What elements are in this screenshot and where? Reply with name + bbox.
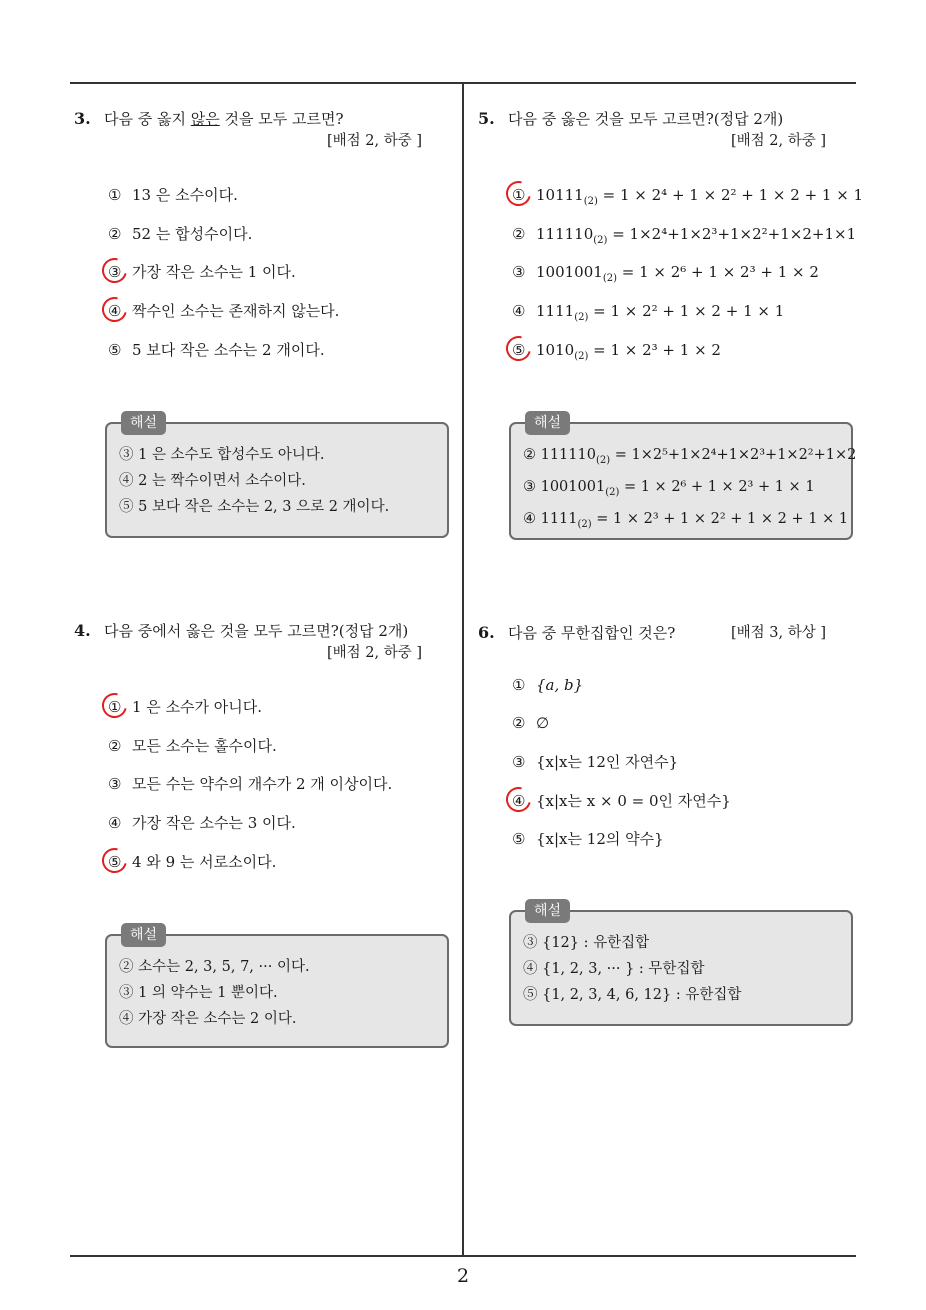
choice-number: ③ (512, 263, 526, 281)
choice-number: ① (512, 184, 536, 206)
choice-1[interactable]: ① {a, b} (512, 676, 584, 694)
solution-line: ③ 1 의 약수는 1 뿐이다. (119, 985, 278, 1001)
solution-line: ④ {1, 2, 3, ··· } : 무한집합 (523, 961, 705, 977)
question-text: 다음 중 옳은 것을 모두 고르면?(정답 2개) (508, 110, 784, 128)
underlined-word: 않은 (190, 110, 220, 128)
question-3 (74, 108, 422, 515)
choice-number: ③ (512, 753, 526, 771)
answer-circle-icon (97, 688, 131, 722)
question-text: 다음 중 무한집합인 것은? (508, 624, 676, 642)
choice-5[interactable]: ⑤ {x|x는 12의 약수} (512, 830, 664, 848)
question-text: 다음 중에서 옳은 것을 모두 고르면?(정답 2개) (104, 622, 409, 640)
choice-2[interactable]: ② ∅ (512, 714, 550, 732)
answer-circle-icon (97, 253, 131, 287)
choice-number: ④ (512, 790, 536, 812)
score-label: [배점 3, 하상 ] (730, 625, 826, 641)
question-number: 6. (478, 623, 495, 642)
question-number: 3. (74, 109, 91, 128)
choice-3[interactable]: ③ 모든 수는 약수의 개수가 2 개 이상이다. (108, 775, 393, 793)
solution-line: ④ 가장 작은 소수는 2 이다. (119, 1011, 297, 1027)
choice-number: ③ (108, 261, 132, 283)
answer-circle-icon (501, 782, 535, 816)
choice-number: ① (108, 186, 122, 204)
choice-2[interactable]: ② $111110_{(2)} = 1\times 2^4+1\times 2^3+1\times 2^2+1\times 2+1\times 1$ (512, 225, 857, 246)
solution-tag: 해설 (525, 411, 570, 435)
choice-number: ④ (512, 302, 526, 320)
solution-box (105, 927, 449, 1048)
choice-number: ② (108, 225, 122, 243)
score-label: [배점 2, 하중 ] (326, 645, 422, 661)
score-label: [배점 2, 하중 ] (730, 133, 826, 149)
choice-4[interactable]: ④ {x|x는 x × 0 = 0인 자연수} (512, 790, 731, 812)
answer-circle-icon (97, 292, 131, 326)
choice-number: ④ (108, 300, 132, 322)
choice-1[interactable]: ① 13 은 소수이다. (108, 186, 238, 204)
choice-5[interactable]: ⑤ $1010_{(2)} = 1 \times 2^3 + 1 \times 2$ (512, 339, 721, 368)
solution-tag: 해설 (525, 899, 570, 923)
choice-3[interactable]: ③ 가장 작은 소수는 1 이다. (108, 261, 296, 283)
solution-tag: 해설 (121, 411, 166, 435)
solution-line: ④ $1111_{(2)} = 1 \times 2^3 + 1 \times 2^2 + 1 \times 2 + 1 \times 1$ (523, 510, 849, 530)
choice-number: ② (108, 737, 122, 755)
answer-circle-icon (97, 843, 131, 877)
column-divider (462, 82, 464, 1257)
question-4 (74, 620, 422, 1027)
solution-box (509, 415, 857, 540)
choice-number: ② (512, 714, 526, 732)
choice-3[interactable]: ③ $1001001_{(2)} = 1 \times 2^6 + 1 \times 2^3 + 1 \times 2$ (512, 263, 819, 284)
choice-3[interactable]: ③ {x|x는 12인 자연수} (512, 753, 679, 771)
choice-4[interactable]: ④ 짝수인 소수는 존재하지 않는다. (108, 300, 339, 322)
page-number: 2 (456, 1265, 470, 1287)
choice-number: ④ (108, 814, 122, 832)
answer-circle-icon (501, 176, 535, 210)
score-label: [배점 2, 하중 ] (326, 133, 422, 149)
solution-box (509, 903, 853, 1026)
choice-2[interactable]: ② 52 는 합성수이다. (108, 225, 253, 243)
choice-number: ⑤ (108, 341, 122, 359)
choice-number: ① (512, 676, 526, 694)
solution-line: ③ {12} : 유한집합 (523, 935, 650, 951)
choice-1[interactable]: ① 1 은 소수가 아니다. (108, 696, 262, 718)
solution-line: ② 소수는 2, 3, 5, 7, ··· 이다. (119, 959, 310, 975)
question-text: 다음 중 옳지 않은 것을 모두 고르면? (104, 110, 344, 128)
choice-number: ⑤ (512, 339, 536, 361)
question-6 (478, 622, 826, 1003)
choice-5[interactable]: ⑤ 5 보다 작은 소수는 2 개이다. (108, 341, 325, 359)
solution-line: ④ 2 는 짝수이면서 소수이다. (119, 473, 306, 489)
choice-number: ① (108, 696, 132, 718)
question-5 (478, 108, 864, 530)
choice-4[interactable]: ④ 가장 작은 소수는 3 이다. (108, 814, 296, 832)
choice-5[interactable]: ⑤ 4 와 9 는 서로소이다. (108, 851, 276, 873)
solution-tag: 해설 (121, 923, 166, 947)
solution-line: ⑤ {1, 2, 3, 4, 6, 12} : 유한집합 (523, 987, 742, 1003)
choice-number: ⑤ (512, 830, 526, 848)
solution-line: ③ 1 은 소수도 합성수도 아니다. (119, 447, 325, 463)
solution-line: ⑤ 5 보다 작은 소수는 2, 3 으로 2 개이다. (119, 499, 390, 515)
choice-2[interactable]: ② 모든 소수는 홀수이다. (108, 737, 277, 755)
question-number: 5. (478, 109, 495, 128)
question-number: 4. (74, 621, 91, 640)
choice-number: ② (512, 225, 526, 243)
choice-number: ⑤ (108, 851, 132, 873)
bottom-rule (70, 1255, 856, 1257)
answer-circle-icon (501, 331, 535, 365)
choice-4[interactable]: ④ $1111_{(2)} = 1 \times 2^2 + 1 \times 2 + 1 \times 1$ (512, 302, 785, 323)
choice-1[interactable]: ① $10111_{(2)} = 1 \times 2^4 + 1 \times 2^2 + 1 \times 2 + 1 \times 1$ (512, 184, 863, 213)
solution-line: ② $111110_{(2)} = 1\times 2^5+1\times 2^4+1\times 2^3+1\times 2^2+1\times 2$ (523, 447, 857, 466)
solution-box (105, 415, 449, 538)
solution-line: ③ $1001001_{(2)} = 1 \times 2^6 + 1 \times 2^3 + 1 \times 1$ (523, 478, 815, 498)
choice-number: ③ (108, 775, 122, 793)
